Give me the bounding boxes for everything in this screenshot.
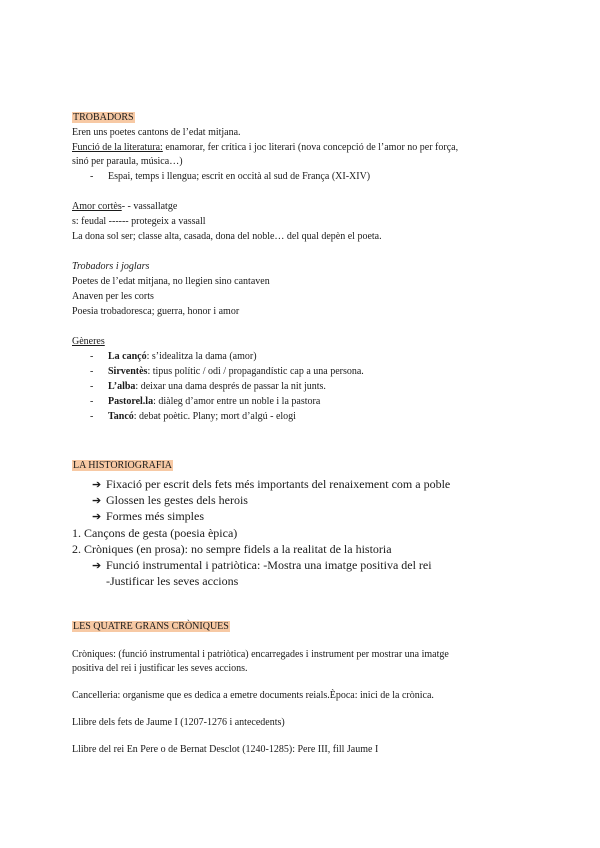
arrow-item-text: Fixació per escrit dels fets més importants del renaixement com a poble: [106, 477, 451, 491]
genere-name: Tancó: [108, 411, 134, 422]
amor-cortes-line: [72, 200, 177, 214]
numbered-item: 1. Cançons de gesta (poesia èpica): [72, 526, 238, 540]
genere-name: Pastorel.la: [108, 396, 154, 407]
arrow-icon: ➔: [92, 479, 102, 491]
genere-item: [90, 410, 296, 424]
arrow-icon: ➔: [92, 495, 102, 507]
dash-marker: -: [90, 381, 94, 392]
dash-marker: -: [90, 366, 94, 377]
dash-marker: -: [90, 411, 94, 422]
generes-heading: Gèneres: [72, 336, 105, 347]
genere-item: [90, 350, 257, 364]
croniques-para-line: positiva del rei i justificar les seves accions.: [72, 663, 248, 674]
amor-line-3: La dona sol ser; classe alta, casada, dona del noble… del qual depèn el poeta.: [72, 231, 382, 242]
section-heading-croniques: [72, 620, 230, 634]
genere-name: La cançó: [108, 351, 147, 362]
arrow-item: [92, 476, 450, 493]
arrow-item-text: Glossen les gestes dels herois: [106, 493, 248, 507]
llibre-line: Llibre del rei En Pere o de Bernat Desclot (1240-1285): Pere III, fill Jaume I: [72, 744, 379, 755]
genere-item: [90, 365, 364, 379]
amor-cortes-rest: - - vassallatge: [121, 201, 178, 212]
funcio-line: [72, 141, 458, 155]
numbered-item: 2. Cròniques (en prosa): no sempre fidels a la realitat de la historia: [72, 542, 392, 556]
dash-marker: -: [90, 396, 94, 407]
arrow-item: [92, 492, 248, 509]
joglars-line: Poetes de l’edat mitjana, no llegien sino cantaven: [72, 276, 270, 287]
genere-item: [90, 395, 320, 409]
list-item: [90, 170, 370, 184]
genere-desc: : diàleg d’amor entre un noble i la pastora: [153, 396, 321, 407]
llibre-line: Llibre dels fets de Jaume I (1207-1276 i antecedents): [72, 717, 285, 728]
amor-line-2: s: feudal ------ protegeix a vassall: [72, 216, 206, 227]
sub-arrow-text: Funció instrumental i patriòtica: -Mostra una imatge positiva del rei: [106, 558, 432, 572]
heading-highlight: LES QUATRE GRANS CRÒNIQUES: [73, 621, 229, 632]
joglars-line: Poesia trobadoresca; guerra, honor i amor: [72, 306, 240, 317]
genere-desc: : debat poètic. Plany; mort d’algú - elogi: [133, 411, 296, 422]
heading-highlight: LA HISTORIOGRAFIA: [73, 460, 172, 471]
genere-item: [90, 380, 326, 394]
section-heading-trobadors: [72, 111, 135, 125]
espai-item-text: Espai, temps i llengua; escrit en occità al sud de França (XI-XIV): [108, 171, 371, 182]
arrow-item-text: Formes més simples: [106, 509, 204, 523]
dash-marker: -: [90, 351, 94, 362]
genere-name: L’alba: [108, 381, 136, 392]
joglars-line: Anaven per les corts: [72, 291, 154, 302]
funcio-text-continued: sinó per paraula, música…): [72, 156, 183, 167]
section-heading-historiografia: [72, 459, 173, 473]
genere-desc: : s’idealitza la dama (amor): [146, 351, 257, 362]
dash-marker: -: [90, 171, 94, 182]
sub-arrow-continued: -Justificar les seves accions: [106, 574, 239, 588]
arrow-icon: ➔: [92, 511, 102, 523]
genere-desc: : deixar una dama després de passar la nit junts.: [135, 381, 326, 392]
genere-name: Sirventès: [108, 366, 148, 377]
arrow-icon: ➔: [92, 560, 102, 572]
joglars-heading: Trobadors i joglars: [72, 261, 150, 272]
cancelleria-line: Cancelleria: organisme que es dedica a emetre documents reials.Època: inici de la crònica.: [72, 690, 434, 701]
arrow-item: [92, 508, 204, 525]
amor-cortes-label: Amor cortès: [72, 201, 122, 212]
genere-desc: : tipus polític / odi / propagandístic cap a una persona.: [147, 366, 364, 377]
trobadors-intro: Eren uns poetes cantons de l’edat mitjana.: [72, 127, 241, 138]
funcio-label: Funció de la literatura:: [72, 142, 163, 153]
funcio-text: enamorar, fer crítica i joc literari (nova concepció de l’amor no per força,: [162, 142, 459, 153]
sub-arrow-item: [92, 557, 432, 574]
croniques-para-line: Cròniques: (funció instrumental i patriòtica) encarregades i instrument per mostrar una imatge: [72, 649, 449, 660]
heading-highlight: TROBADORS: [73, 112, 134, 123]
